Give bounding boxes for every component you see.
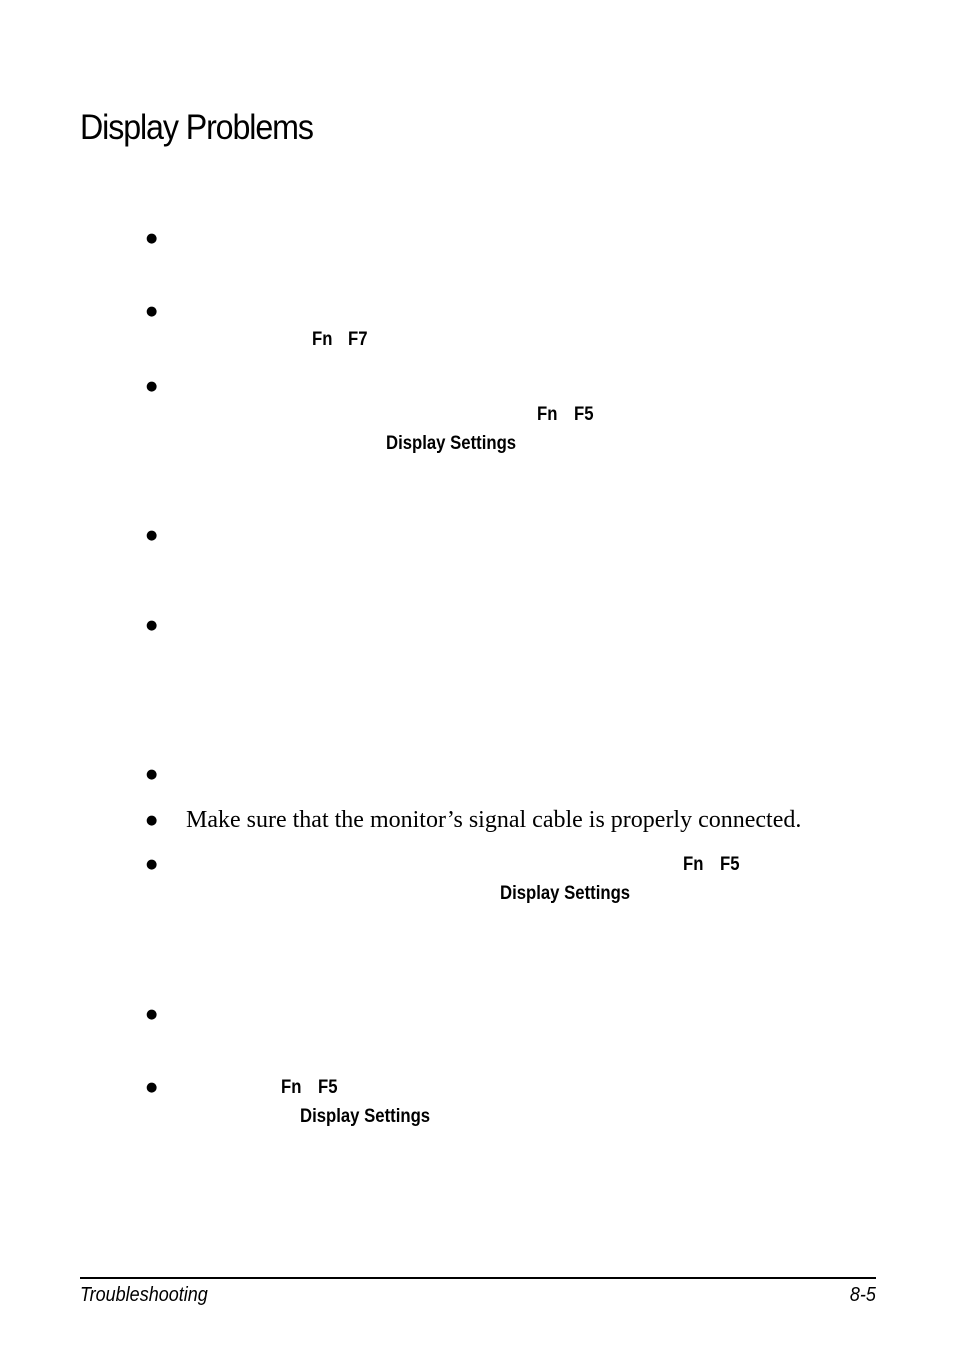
fn-key-label: Fn [537,404,558,425]
footer-divider [80,1277,876,1279]
bullet-6: ● [146,767,158,782]
fn-key-label: Fn [312,329,333,350]
display-settings-label: Display Settings [500,883,631,904]
bullet-1: ● [146,231,158,246]
f7-key-label: F7 [348,329,368,350]
display-settings-label: Display Settings [300,1106,431,1127]
bullet-8: ● [146,857,158,872]
footer-page-number: 8-5 [849,1284,876,1306]
footer-section-title: Troubleshooting [80,1284,208,1306]
f5-key-label: F5 [318,1077,338,1098]
bullet-7: ● [146,813,158,828]
bullet-5: ● [146,618,158,633]
f5-key-label: F5 [720,854,740,875]
bullet-10: ● [146,1080,158,1095]
bullet-9: ● [146,1007,158,1022]
fn-key-label: Fn [683,854,704,875]
display-settings-label: Display Settings [386,433,517,454]
bullet-2: ● [146,304,158,319]
bullet-4: ● [146,528,158,543]
monitor-cable-sentence: Make sure that the monitor’s signal cable is properly connected. [186,807,802,833]
page-title: Display Problems [80,108,313,147]
f5-key-label: F5 [574,404,594,425]
bullet-3: ● [146,379,158,394]
fn-key-label: Fn [281,1077,302,1098]
